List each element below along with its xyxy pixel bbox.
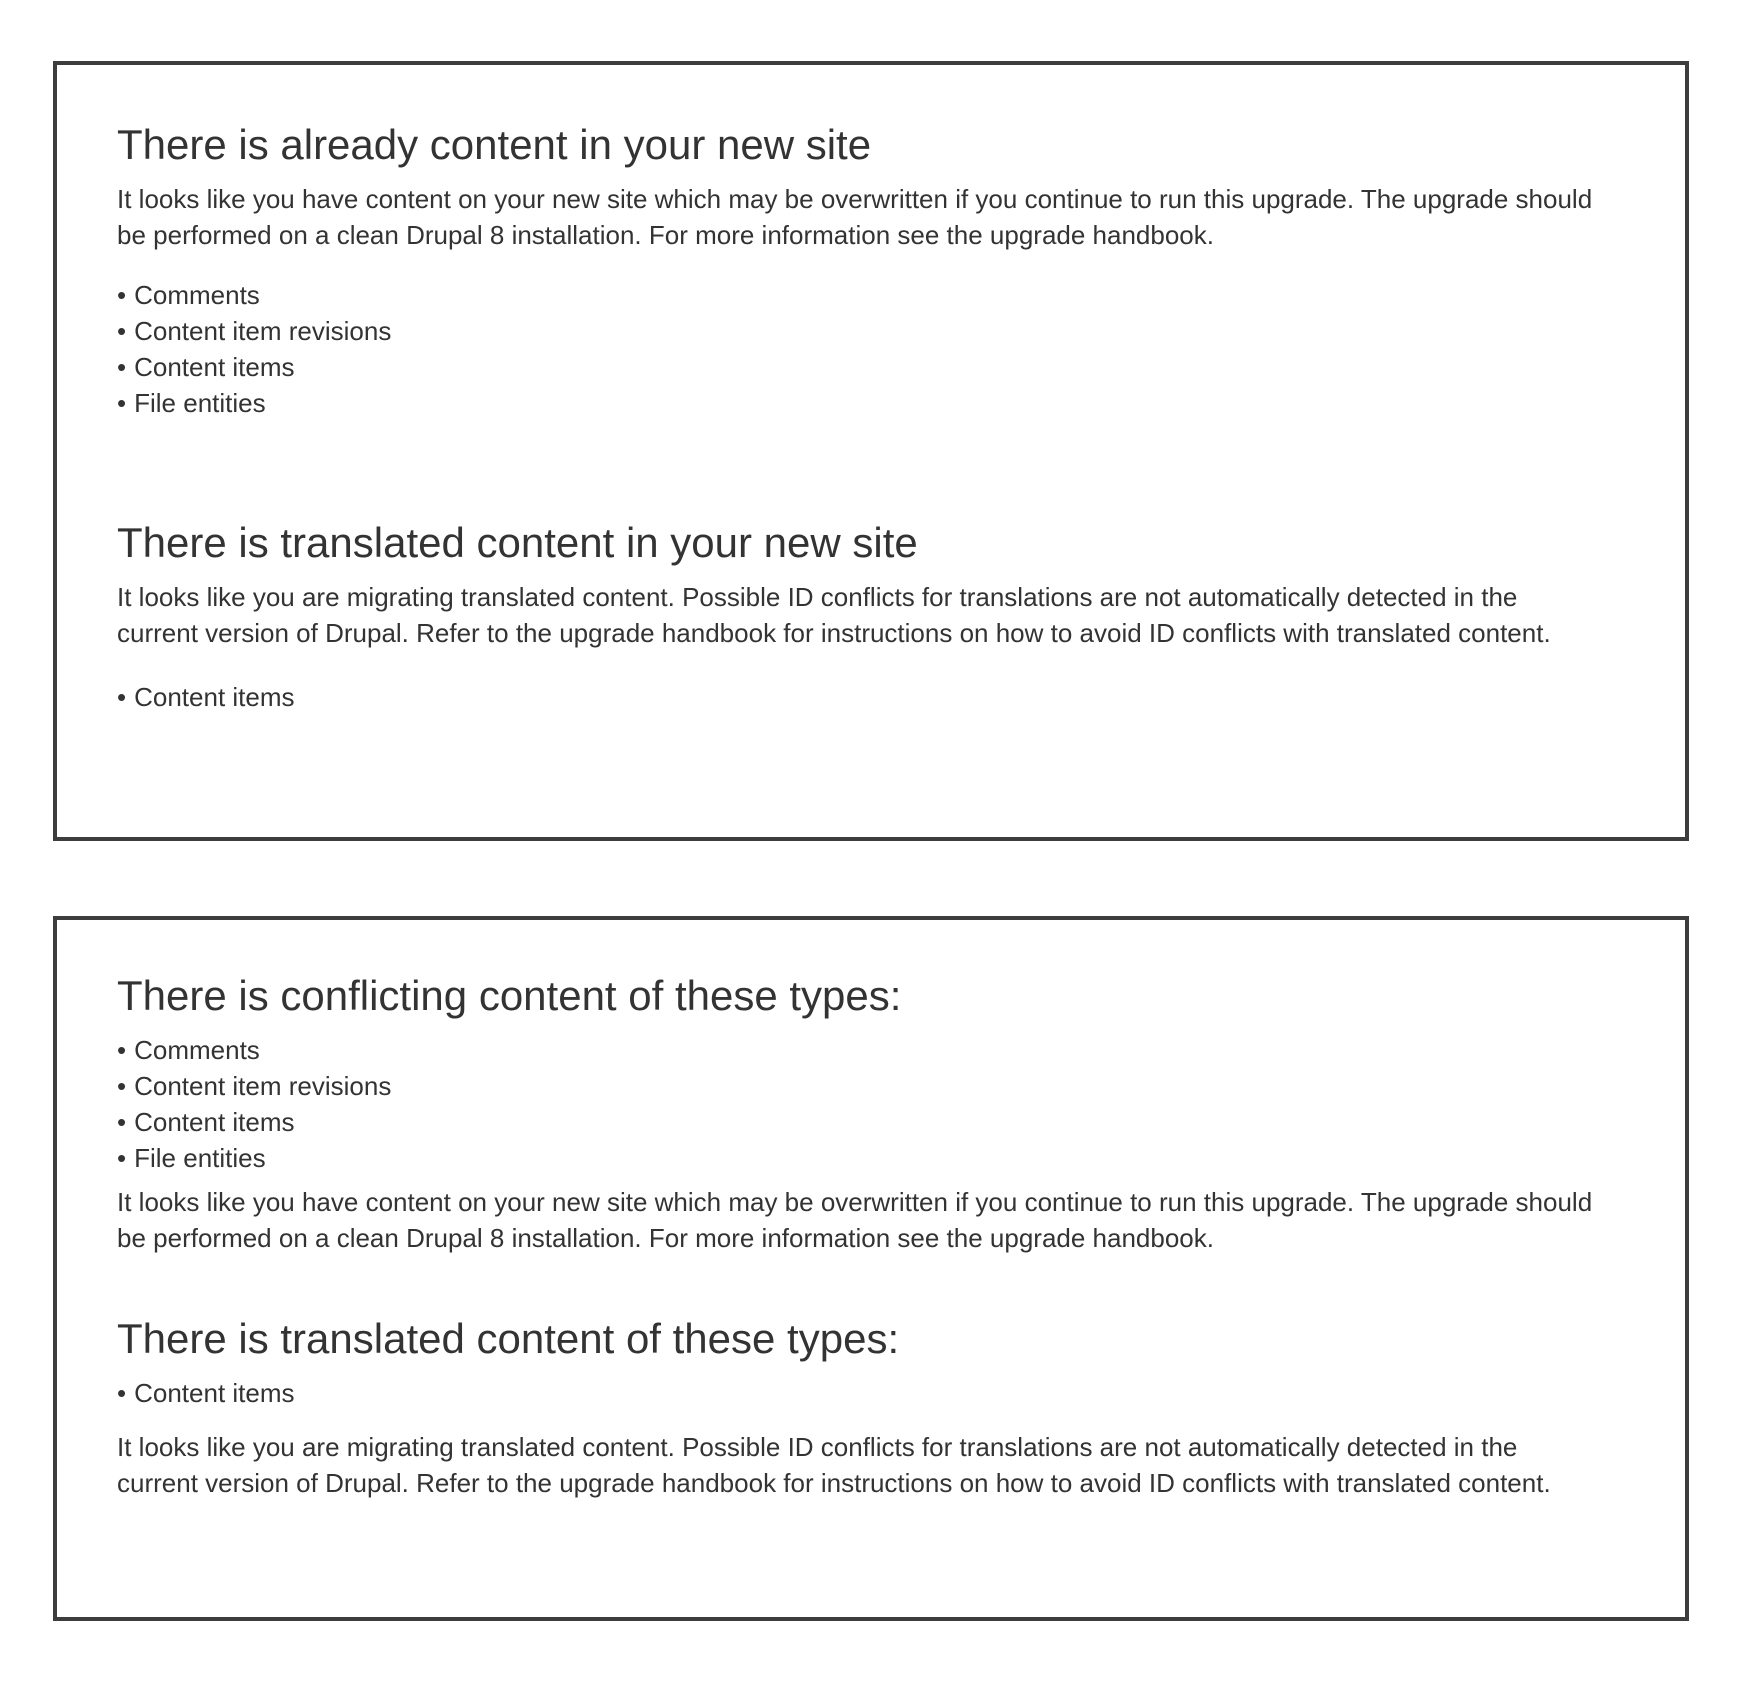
list-item: • Comments bbox=[117, 277, 1597, 313]
list-item: • File entities bbox=[117, 385, 1597, 421]
existing-content-description: It looks like you have content on your new site which may be overwritten if you continue to run this upgrade. The upgrade should be performed on a clean Drupal 8 installation. For more information see the upgrade handbook. bbox=[117, 184, 1593, 250]
translated-types-description: It looks like you are migrating translated content. Possible ID conflicts for translations are not automatically detected in the current version of Drupal. Refer to the upgrade handbook for instructions on how to avoid ID conflicts with translated content. bbox=[117, 1432, 1551, 1498]
list-item: • Content items bbox=[117, 1375, 1597, 1411]
translated-types-section bbox=[117, 1313, 1597, 1501]
list-item: • Content items bbox=[117, 1104, 1597, 1140]
list-item: • Content items bbox=[117, 349, 1597, 385]
existing-content-panel bbox=[53, 61, 1689, 841]
conflicting-content-list bbox=[117, 1032, 1597, 1176]
conflicting-content-panel bbox=[53, 916, 1689, 1621]
conflicting-content-section bbox=[117, 970, 1597, 1256]
translated-types-list bbox=[117, 1375, 1597, 1411]
list-item: • File entities bbox=[117, 1140, 1597, 1176]
list-item: • Comments bbox=[117, 1032, 1597, 1068]
translated-content-description: It looks like you are migrating translated content. Possible ID conflicts for translations are not automatically detected in the current version of Drupal. Refer to the upgrade handbook for instructions on how to avoid ID conflicts with translated content. bbox=[117, 582, 1551, 648]
list-item: • Content item revisions bbox=[117, 313, 1597, 349]
conflicting-content-title: There is conflicting content of these types: bbox=[117, 972, 902, 1019]
existing-content-title: There is already content in your new site bbox=[117, 121, 872, 168]
list-item: • Content item revisions bbox=[117, 1068, 1597, 1104]
translated-content-title: There is translated content in your new site bbox=[117, 519, 918, 566]
list-item: • Content items bbox=[117, 679, 1597, 715]
existing-content-list bbox=[117, 277, 1597, 421]
conflicting-content-description: It looks like you have content on your new site which may be overwritten if you continue to run this upgrade. The upgrade should be performed on a clean Drupal 8 installation. For more information see the upgrade handbook. bbox=[117, 1187, 1593, 1253]
translated-types-title: There is translated content of these types: bbox=[117, 1315, 900, 1362]
translated-content-list bbox=[117, 679, 1597, 715]
translated-content-section bbox=[117, 517, 1597, 715]
existing-content-section bbox=[117, 119, 1597, 421]
